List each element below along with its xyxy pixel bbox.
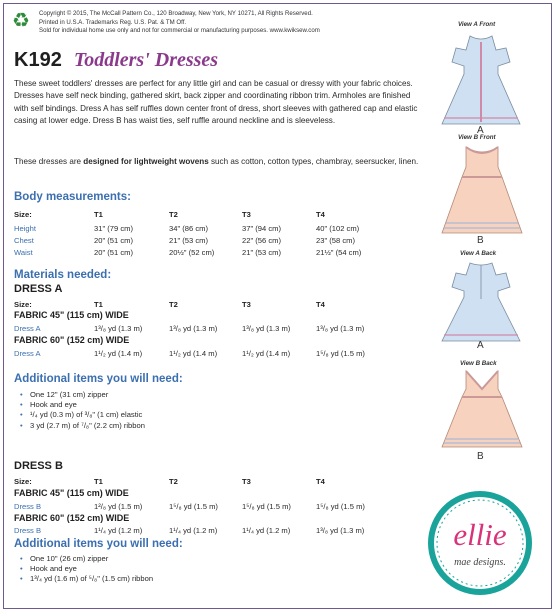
list-item: • 3 yd (2.7 m) of ⁷/₈" (2.2 cm) ribbon: [20, 421, 145, 431]
pattern-sheet: [3, 3, 552, 609]
usage-line: Sold for individual home use only and not for commercial or manufacturing purposes. www.kwiksew.com: [39, 27, 320, 35]
size-header-row: Size: T1 T2 T3 T4: [14, 300, 325, 309]
view-label: View B Front: [458, 134, 496, 141]
dress-a-back-illustration: [436, 257, 526, 345]
copyright-header: [12, 10, 320, 36]
view-letter: B: [477, 235, 484, 246]
fabric-45-heading: FABRIC 45" (115 cm) WIDE: [14, 488, 129, 498]
view-label: View B Back: [460, 360, 497, 367]
logo-wordmark: ellie: [453, 517, 507, 552]
additional-items-heading-a: Additional items you will need:: [14, 373, 183, 385]
fabric-45-heading: FABRIC 45" (115 cm) WIDE: [14, 310, 129, 320]
dress-b-heading: DRESS B: [14, 460, 63, 472]
list-item: • One 12" (31 cm) zipper: [20, 390, 145, 400]
table-row: Dress A 1³/₈ yd (1.3 m) 1³/₈ yd (1.3 m) 1³/₈ yd (1.3 m) 1³/₈ yd (1.3 m): [14, 324, 365, 333]
dress-a-heading: DRESS A: [14, 283, 63, 295]
view-letter: A: [477, 125, 484, 136]
fabric-60-heading: FABRIC 60" (152 cm) WIDE: [14, 513, 130, 523]
size-header-row: Size: T1 T2 T3 T4: [14, 477, 325, 486]
additional-items-heading-b: Additional items you will need:: [14, 538, 183, 550]
view-letter: A: [477, 340, 484, 351]
pattern-code: K192: [14, 49, 62, 71]
materials-heading: Materials needed:: [14, 269, 112, 281]
body-measurements-heading: Body measurements:: [14, 191, 131, 203]
view-letter: B: [477, 451, 484, 462]
list-item: • Hook and eye: [20, 564, 153, 574]
additional-items-list-a: [20, 390, 145, 431]
table-row: Waist 20" (51 cm) 20½" (52 cm) 21" (53 cm) 21½" (54 cm): [14, 248, 362, 257]
pattern-title: [14, 49, 218, 72]
view-label: View A Front: [458, 21, 496, 28]
table-row: Dress B 1²/₈ yd (1.5 m) 1⁵/₈ yd (1.5 m) 1⁵/₈ yd (1.5 m) 1⁵/₈ yd (1.5 m): [14, 502, 365, 511]
table-row: Chest 20" (51 cm) 21" (53 cm) 22" (56 cm) 23" (58 cm): [14, 236, 355, 245]
list-item: • ¹/₄ yd (0.3 m) of ³/₈" (1 cm) elastic: [20, 410, 145, 420]
copyright-line: Copyright © 2015, The McCall Pattern Co., 120 Broadway, New York, NY 10271, All Rights Reserved.: [39, 10, 313, 17]
dress-b-front-illustration: [436, 141, 528, 239]
table-row: Height 31" (79 cm) 34" (86 cm) 37" (94 cm) 40" (102 cm): [14, 224, 360, 233]
dress-a-front-illustration: [436, 28, 526, 128]
view-label: View A Back: [460, 250, 497, 257]
fabric-note: These dresses are designed for lightweight wovens such as cotton, cotton types, chambray, seersucker, linen.: [14, 157, 419, 166]
list-item: • One 10" (26 cm) zipper: [20, 554, 153, 564]
table-row: Dress B 1¹/₄ yd (1.2 m) 1¹/₄ yd (1.2 m) 1¹/₄ yd (1.2 m) 1³/₈ yd (1.3 m): [14, 526, 365, 535]
logo-tagline: mae designs.: [454, 557, 506, 568]
list-item: • 1³/₄ yd (1.6 m) of ⁵/₈" (1.5 cm) ribbon: [20, 574, 153, 584]
list-item: • Hook and eye: [20, 400, 145, 410]
ellie-mae-logo: [426, 489, 534, 597]
trademark-line: Printed in U.S.A. Trademarks Reg. U.S. Pat. & TM Off.: [39, 18, 187, 26]
table-row: Dress A 1¹/₂ yd (1.4 m) 1¹/₂ yd (1.4 m) 1¹/₂ yd (1.4 m) 1⁵/₈ yd (1.5 m): [14, 349, 365, 358]
recycle-icon: ♻: [12, 10, 30, 32]
dress-b-back-illustration: [436, 367, 528, 453]
additional-items-list-b: [20, 554, 153, 585]
fabric-60-heading: FABRIC 60" (152 cm) WIDE: [14, 335, 130, 345]
pattern-name: Toddlers' Dresses: [73, 49, 219, 71]
size-header-row: Size: T1 T2 T3 T4: [14, 210, 325, 219]
description: These sweet toddlers' dresses are perfect for any little girl and can be casual or dressy with your fabric choices. Dresses have self neck binding, gathered skirt, back zipper and coordinating ribbon trim. Armholes are finished with self bindings. Dress A has self ruffles down center front of dress, short sleeves with gathered cap and elastic casing at lower edge. Dress B has waist ties, self ruffle around neckline and is sleeveless.: [14, 79, 418, 125]
